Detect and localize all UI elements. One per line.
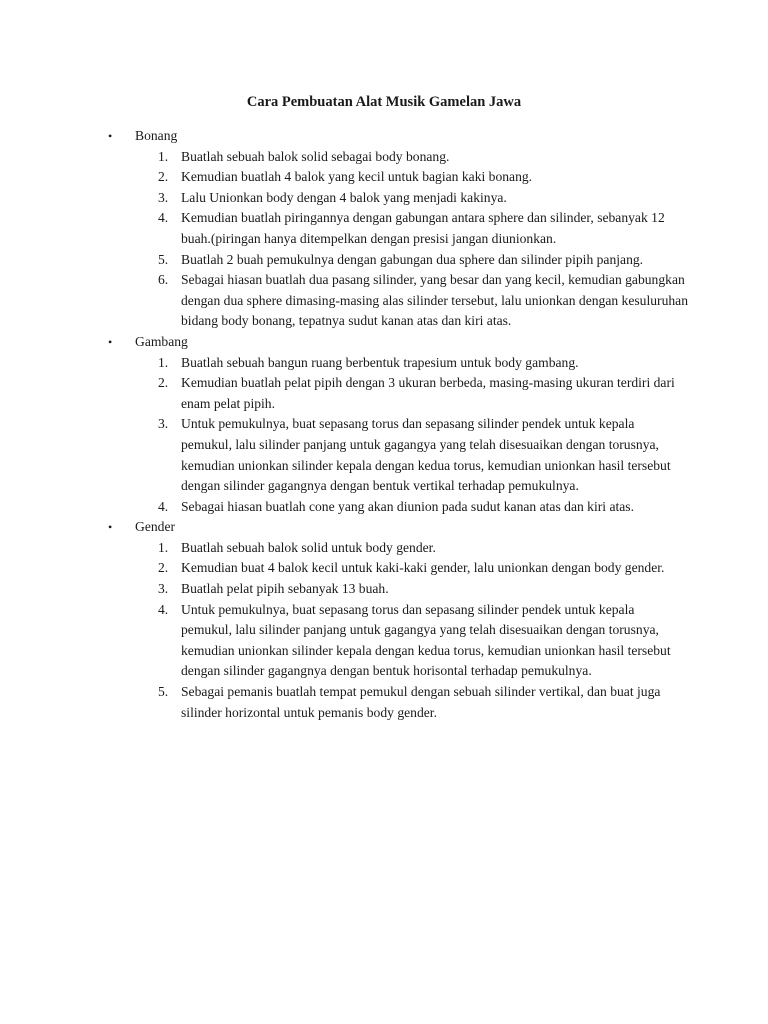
list-item bbox=[108, 538, 688, 559]
step-list bbox=[108, 538, 688, 723]
step-number: 5. bbox=[158, 251, 169, 267]
step-text: Kemudian buatlah pelat pipih dengan 3 ukuran berbeda, masing-masing ukuran terdiri dari enam pelat pipih. bbox=[181, 375, 675, 411]
step-number: 2. bbox=[158, 560, 169, 576]
bullet-icon: • bbox=[108, 520, 113, 535]
section-heading-text: Bonang bbox=[135, 128, 178, 143]
step-number: 3. bbox=[158, 189, 169, 205]
step-number: 3. bbox=[158, 581, 169, 597]
step-number: 1. bbox=[158, 354, 169, 370]
list-item bbox=[108, 579, 688, 600]
step-text: Sebagai pemanis buatlah tempat pemukul dengan sebuah silinder vertikal, dan buat juga silinder horizontal untuk pemanis body gender. bbox=[181, 684, 661, 720]
step-text: Sebagai hiasan buatlah dua pasang silinder, yang besar dan yang kecil, kemudian gabungkan dengan dua sphere dimasing-masing alas silinder tersebut, lalu unionkan dengan kesuluruhan bidang body bonang, tepatnya sudut kanan atas dan kiri atas. bbox=[181, 272, 688, 329]
section-heading bbox=[108, 332, 688, 353]
section-gender bbox=[108, 517, 688, 723]
step-number: 2. bbox=[158, 375, 169, 391]
list-item bbox=[108, 373, 688, 414]
step-number: 4. bbox=[158, 210, 169, 226]
step-number: 3. bbox=[158, 416, 169, 432]
step-number: 1. bbox=[158, 148, 169, 164]
document-body bbox=[108, 126, 688, 723]
list-item bbox=[108, 414, 688, 496]
list-item bbox=[108, 270, 688, 332]
list-item bbox=[108, 682, 688, 723]
step-list bbox=[108, 147, 688, 332]
list-item bbox=[108, 167, 688, 188]
section-heading bbox=[108, 517, 688, 538]
bullet-icon: • bbox=[108, 129, 113, 143]
step-text: Untuk pemukulnya, buat sepasang torus dan sepasang silinder pendek untuk kepala pemukul, lalu silinder panjang untuk gagangya yang telah disesuaikan dengan torusnya, kemudian unionkan silinder kepala dengan kedua torus, kemudian unionkan hasil tersebut dengan silinder gagangnya dengan bentuk vertikal terhadap pemukulnya. bbox=[181, 416, 671, 494]
step-number: 6. bbox=[158, 272, 169, 288]
step-text: Sebagai hiasan buatlah cone yang akan diunion pada sudut kanan atas dan kiri atas. bbox=[181, 498, 634, 514]
step-text: Kemudian buatlah 4 balok yang kecil untuk bagian kaki bonang. bbox=[181, 169, 533, 185]
step-number: 4. bbox=[158, 601, 169, 617]
list-item bbox=[108, 558, 688, 579]
bullet-icon: • bbox=[108, 334, 113, 349]
section-heading bbox=[108, 126, 688, 147]
step-text: Buatlah sebuah balok solid untuk body gender. bbox=[181, 539, 436, 555]
list-item bbox=[108, 353, 688, 374]
step-text: Kemudian buat 4 balok kecil untuk kaki-kaki gender, lalu unionkan dengan body gender. bbox=[181, 560, 665, 576]
step-text: Buatlah 2 buah pemukulnya dengan gabungan dua sphere dan silinder pipih panjang. bbox=[181, 251, 644, 267]
list-item bbox=[108, 208, 688, 249]
section-heading-text: Gender bbox=[135, 519, 176, 535]
step-number: 1. bbox=[158, 539, 169, 555]
step-number: 5. bbox=[158, 684, 169, 700]
step-list bbox=[108, 353, 688, 518]
step-number: 4. bbox=[158, 498, 169, 514]
document-title: Cara Pembuatan Alat Musik Gamelan Jawa bbox=[246, 94, 522, 110]
list-item bbox=[108, 250, 688, 271]
step-number: 2. bbox=[158, 169, 169, 185]
step-text: Lalu Unionkan body dengan 4 balok yang menjadi kakinya. bbox=[181, 189, 507, 205]
list-item bbox=[108, 147, 688, 168]
step-text: Buatlah sebuah bangun ruang berbentuk trapesium untuk body gambang. bbox=[181, 354, 579, 370]
section-bonang bbox=[108, 126, 688, 332]
list-item bbox=[108, 497, 688, 518]
step-text: Buatlah sebuah balok solid sebagai body bonang. bbox=[181, 148, 450, 164]
list-item bbox=[108, 188, 688, 209]
section-heading-text: Gambang bbox=[135, 333, 188, 349]
step-text: Untuk pemukulnya, buat sepasang torus dan sepasang silinder pendek untuk kepala pemukul, lalu silinder panjang untuk gagangya yang telah disesuaikan dengan torusnya, kemudian unionkan silinder kepala dengan kedua torus, kemudian unionkan hasil tersebut dengan silinder gagangnya dengan bentuk horisontal terhadap pemukulnya. bbox=[181, 601, 671, 679]
list-item bbox=[108, 600, 688, 682]
step-text: Buatlah pelat pipih sebanyak 13 buah. bbox=[181, 581, 389, 597]
section-gambang bbox=[108, 332, 688, 517]
step-text: Kemudian buatlah piringannya dengan gabungan antara sphere dan silinder, sebanyak 12 buah.(piringan hanya ditempelkan dengan presisi jangan diunionkan. bbox=[181, 210, 665, 246]
